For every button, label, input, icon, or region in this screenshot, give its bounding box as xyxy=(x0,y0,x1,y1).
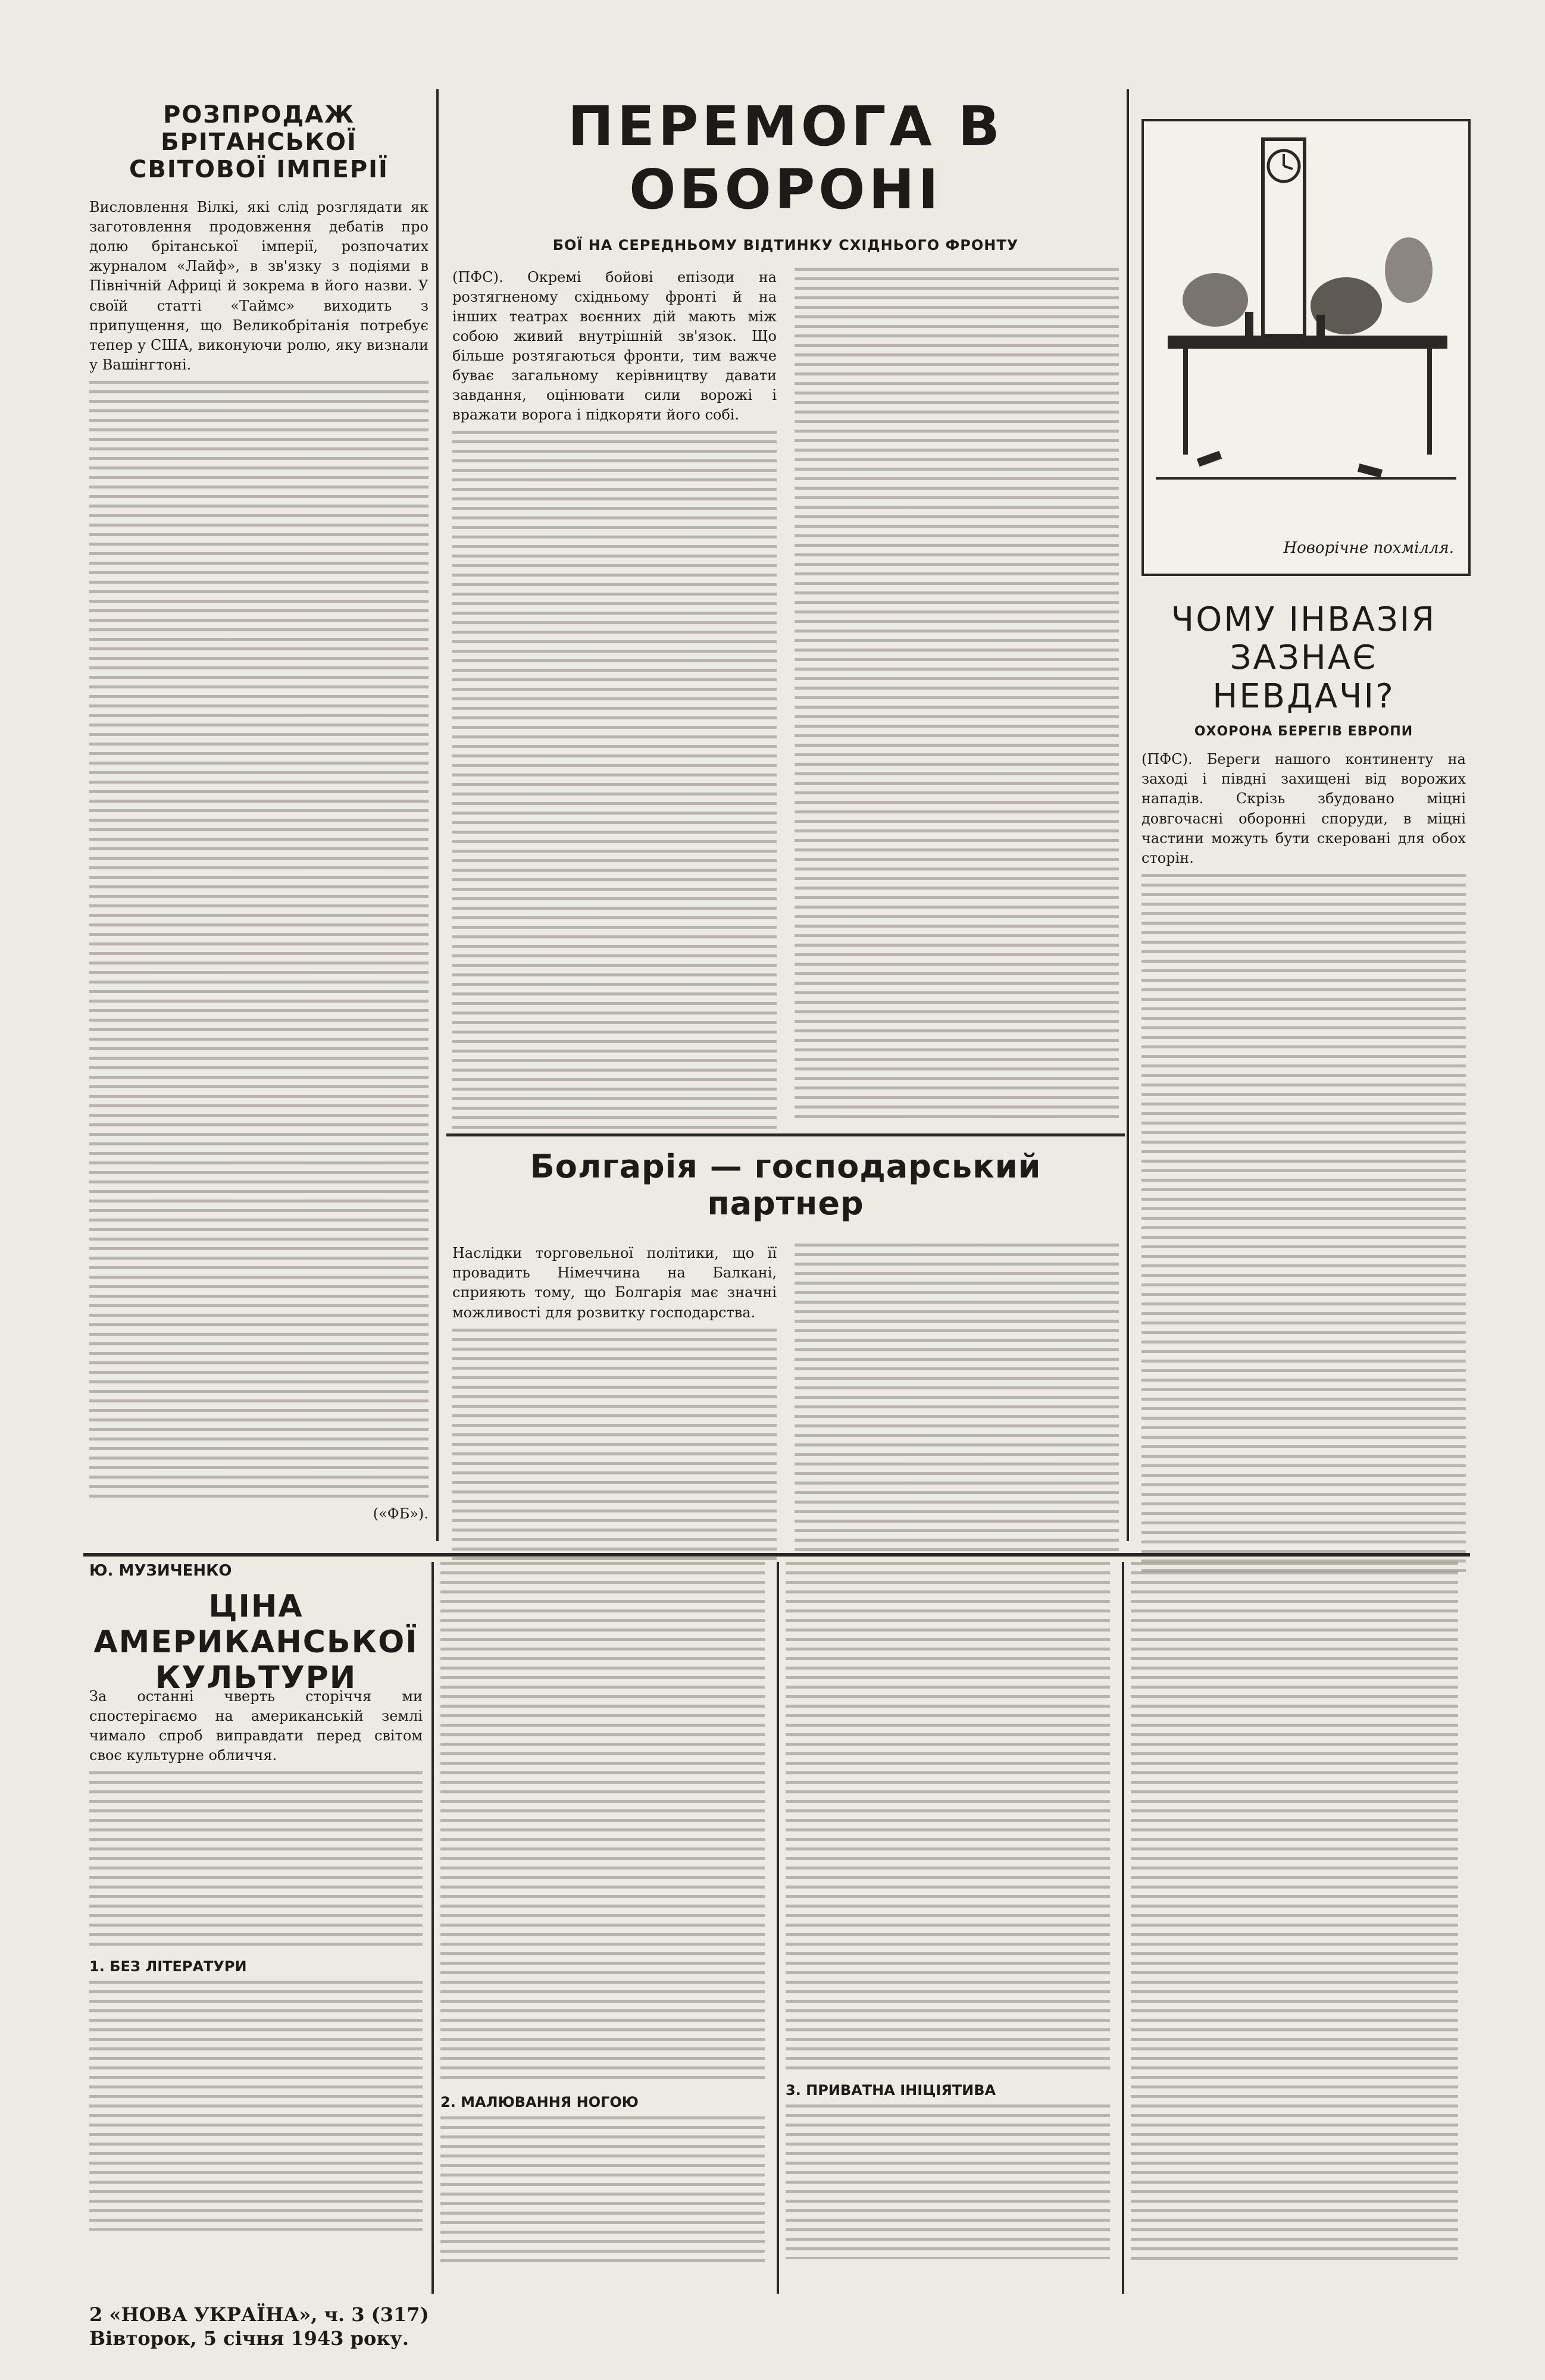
bulgaria-body-col1 xyxy=(452,1329,777,1567)
page-footer xyxy=(89,2303,446,2350)
column-divider xyxy=(777,1562,779,2294)
cartoon-frame xyxy=(1141,119,1471,576)
culture-body-col3b xyxy=(786,2105,1110,2259)
culture-lead: За останні чверть сторіччя ми спостерігаємо на американській землі чимало спроб виправдати перед світом своє культурне обличчя. xyxy=(89,1688,423,1764)
article-body xyxy=(89,381,429,1499)
culture-body-col3a xyxy=(786,1562,1110,2074)
issue-number: 2 «НОВА УКРАЇНА», ч. 3 (317) xyxy=(89,2303,429,2326)
invasion-body xyxy=(1141,874,1466,1576)
culture-body-col2a xyxy=(440,1562,765,2085)
article-title: РОЗПРОДАЖ БРІТАНСЬКОЇ СВІТОВОЇ ІМПЕРІЇ xyxy=(129,101,389,183)
main-lead: (ПФС). Окремі бойові епізоди на розтягненому східньому фронті й на інших театрах воєнних дій мають між собою живий внутрішній зв'язок. Що більше розтягаються фронти, тим важче буває загальному керівництву давати завдання, оцінювати сили ворожі і вражати ворога і підкоряти його собі. xyxy=(452,268,777,424)
bulgaria-body-col2 xyxy=(795,1244,1119,1553)
invasion-subtitle: ОХОРОНА БЕРЕГІВ ЕВРОПИ xyxy=(1194,724,1413,740)
culture-body-col2b xyxy=(440,2116,765,2265)
main-body-col1 xyxy=(452,431,777,1133)
section-divider xyxy=(446,1133,1125,1136)
column-divider xyxy=(431,1562,434,2294)
culture-author: Ю. МУЗИЧЕНКО xyxy=(89,1562,232,1580)
article-bulgaria xyxy=(452,1148,1119,1535)
culture-body-intro xyxy=(89,1771,423,1950)
page-divider xyxy=(83,1553,1470,1557)
culture-body-col1 xyxy=(89,1981,423,2231)
main-body-col2 xyxy=(795,268,1119,1119)
article-signature: («ФБ»). xyxy=(373,1505,429,1522)
bulgaria-lead: Наслідки торговельної політики, що її провадить Німеччина на Балкані, сприяють тому, що Болгарія має значні можливості для розвитку господарства. xyxy=(452,1245,777,1321)
article-why-invasion-fails xyxy=(1141,601,1466,1535)
bulgaria-title: Болгарія — господарський партнер xyxy=(530,1148,1042,1223)
issue-date: Вівторок, 5 січня 1943 року. xyxy=(89,2327,409,2350)
culture-body-col4 xyxy=(1131,1562,1458,2264)
article-lead: Висловлення Вілкі, які слід розглядати як заготовлення продовження дебатів про долю брітанської імперії, розпочатих журналом «Лайф», в зв'язку з подіями в Північній Африці й зокрема в його назви. У своїй статті «Таймс» виходить з припущення, що Великобрітанія потребує тепер у США, виконуючи ролю, яку визнали у Вашінгтоні. xyxy=(89,199,429,373)
cartoon-caption: Новорічне похмілля. xyxy=(1283,539,1454,557)
culture-title: ЦІНА АМЕРИКАНСЬКОЇ КУЛЬТУРИ xyxy=(93,1589,418,1696)
culture-section-heading: 1. БЕЗ ЛІТЕРАТУРИ xyxy=(89,1958,247,1975)
culture-section-heading: 2. МАЛЮВАННЯ НОГОЮ xyxy=(440,2094,639,2110)
article-victory-in-defense xyxy=(452,95,1119,1119)
culture-section-heading: 3. ПРИВАТНА ІНІЦІЯТИВА xyxy=(786,2082,996,2099)
invasion-title: ЧОМУ ІНВАЗІЯ ЗАЗНАЄ НЕВДАЧІ? xyxy=(1171,600,1437,716)
column-divider xyxy=(436,89,439,1541)
article-british-empire xyxy=(89,101,429,1529)
column-divider xyxy=(1127,89,1129,1541)
article-american-culture xyxy=(89,1562,1470,2294)
main-subtitle: БОЇ НА СЕРЕДНЬОМУ ВІДТИНКУ СХІДНЬОГО ФРОНТУ xyxy=(552,236,1019,253)
cartoon-illustration xyxy=(1144,121,1468,532)
invasion-lead: (ПФС). Береги нашого континенту на заході і півдні захищені від ворожих нападів. Скрізь збудовано міцні довгочасні оборонні споруди, в міцні частини можуть бути скеровані для обох сторін. xyxy=(1141,751,1466,866)
main-headline: ПЕРЕМОГА В ОБОРОНІ xyxy=(568,95,1003,221)
column-divider xyxy=(1122,1562,1124,2294)
